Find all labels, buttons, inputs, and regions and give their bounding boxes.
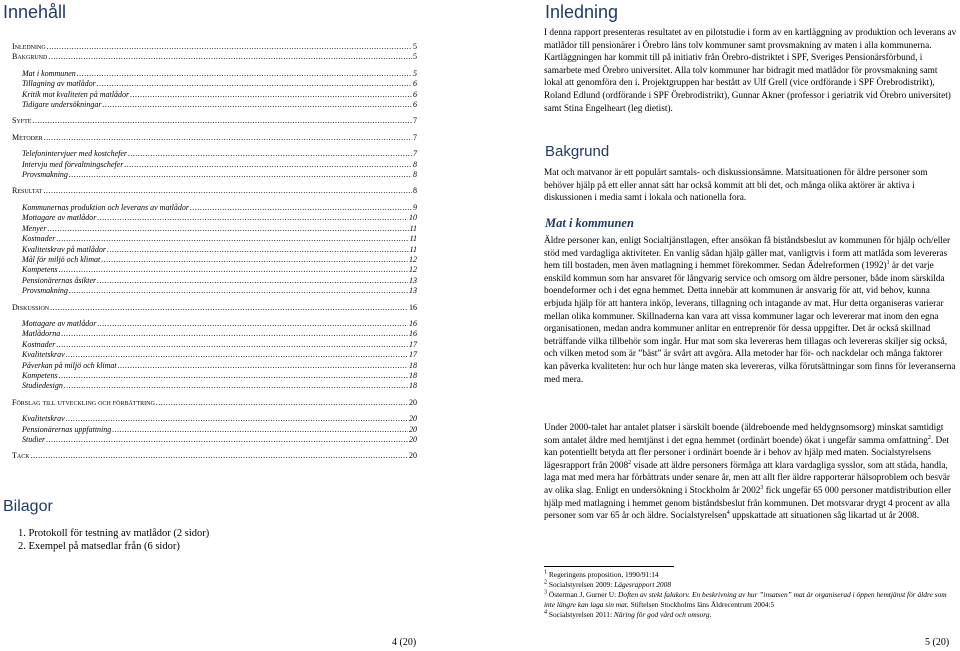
toc-entry[interactable] xyxy=(12,42,417,52)
toc-entry[interactable] xyxy=(12,350,417,360)
toc-entry[interactable] xyxy=(12,361,417,371)
toc-entry-page: 7 xyxy=(413,149,417,159)
footnote-ref: 4 xyxy=(726,510,730,517)
toc-entry-label: Tillagning av matlådor xyxy=(22,79,96,89)
development-paragraph: Under 2000-talet har antalet platser i särskilt boende (äldreboende med heldygnsomsorg) minskat samtidigt som antalet äldre med hemtjänst i det egna hemmet (ordinärt boende) ökat i ungefär samma omfattning$^2$. Det kan potentiellt betyda att fler personer i ordinärt boende är i behov av hjälp med maten. Socialstyrelsens lägesrapport från 2008$^2$ visade att äldre personers förmåga att klara vardagliga sysslor, som att städa, handla, laga mat med mera har förbättrats under senare år, men att allt fler äldre rapporterar hälsoproblem och besvär av olika slag. Enligt en undersökning i Stockholm år 2002$^3$ fick ungefär 65 000 personer matdistribution eller hjälp med matlagning i hemmet genom biståndsbeslut från kommunen. Det motsvarar drygt 4 procent av alla personer som var 65 år och äldre. Socialstyrelsen$^4$ uppskattade att situationen såg likartad ut år 2008. xyxy=(544,423,952,522)
toc-entry[interactable] xyxy=(12,203,417,213)
toc-entry-label: Studiedesign xyxy=(22,381,63,391)
toc-entry-label: Påverkan på miljö och klimat xyxy=(22,360,117,370)
toc-entry-label: Matlådorna xyxy=(22,329,61,339)
left-page xyxy=(0,0,470,651)
toc-entry[interactable] xyxy=(12,234,417,244)
toc-leader-dots xyxy=(130,90,412,100)
toc-leader-dots xyxy=(48,52,412,62)
toc-entry-label: Kostnader xyxy=(22,339,56,349)
toc-leader-dots xyxy=(101,255,408,265)
toc-leader-dots xyxy=(124,160,412,170)
toc-entry-label: Diskussion xyxy=(12,302,50,312)
footnote-title: Doften av stekt falukorv. En beskrivning av hur ”insatsen” mat är organiserad i öppen hemtjänst för äldre som inte längre kan laga sin mat. xyxy=(544,590,947,609)
footnote-text: Socialstyrelsen 2009: xyxy=(548,580,615,589)
toc-entry-page: 18 xyxy=(409,370,417,380)
toc-entry[interactable] xyxy=(12,116,417,126)
footnote-number: 2 xyxy=(544,579,547,586)
toc-entry-page: 9 xyxy=(413,202,417,212)
toc-leader-dots xyxy=(46,435,408,445)
toc-entry-page: 7 xyxy=(413,116,417,126)
toc-entry-page: 11 xyxy=(409,234,417,244)
toc-entry-page: 18 xyxy=(409,381,417,391)
toc-leader-dots xyxy=(64,381,408,391)
toc-entry-label: Provsmakning xyxy=(22,170,68,180)
toc-entry-label: Kompetens xyxy=(22,265,58,275)
toc-entry-page: 10 xyxy=(409,213,417,223)
toc-entry[interactable] xyxy=(12,381,417,391)
toc-leader-dots xyxy=(97,79,412,89)
toc-entry-label: Bakgrund xyxy=(12,52,48,62)
toc-entry-label: Förslag till utveckling och förbättring xyxy=(12,397,155,407)
toc-entry-page: 11 xyxy=(409,223,417,233)
toc-entry[interactable] xyxy=(12,90,417,100)
footnote xyxy=(544,580,958,590)
toc-leader-dots xyxy=(128,149,412,159)
toc-entry[interactable] xyxy=(12,435,417,445)
footnote-text: Österman J, Gurner U: xyxy=(548,590,619,599)
toc-entry-label: Kommunernas produktion och leverans av matlådor xyxy=(22,202,190,212)
toc-leader-dots xyxy=(56,234,408,244)
footnote-text: Regeringens proposition, 1990/91:14 xyxy=(548,570,659,579)
toc-entry[interactable] xyxy=(12,340,417,350)
toc-entry[interactable] xyxy=(12,276,417,286)
toc-entry-page: 5 xyxy=(413,42,417,51)
appendix-item: 1. Protokoll för testning av matlådor (2 sidor) xyxy=(18,528,210,539)
toc-entry-page: 8 xyxy=(413,186,417,196)
toc-entry-page: 12 xyxy=(409,254,417,264)
toc-entry-label: Tidigare undersökningar xyxy=(22,100,102,110)
toc-entry-page: 20 xyxy=(409,451,417,461)
footnote xyxy=(544,570,958,580)
toc-leader-dots xyxy=(69,286,408,296)
toc-leader-dots xyxy=(118,361,408,371)
footnote-text: Socialstyrelsen 2011: xyxy=(548,610,614,619)
toc-entry-label: Kompetens xyxy=(22,370,58,380)
toc-entry-label: Syfte xyxy=(12,116,32,126)
toc-entry[interactable] xyxy=(12,414,417,424)
toc-leader-dots xyxy=(44,133,412,143)
toc-entry[interactable] xyxy=(12,69,417,79)
toc-leader-dots xyxy=(107,245,409,255)
footnotes xyxy=(544,570,958,620)
footnote-number: 1 xyxy=(544,569,547,576)
toc-entry[interactable] xyxy=(12,186,417,196)
toc-entry-page: 12 xyxy=(409,265,417,275)
toc-entry-page: 8 xyxy=(413,159,417,169)
footnote-number: 4 xyxy=(544,609,547,616)
toc-leader-dots xyxy=(66,350,408,360)
toc-entry-page: 20 xyxy=(409,397,417,407)
toc-entry-page: 8 xyxy=(413,170,417,180)
toc-leader-dots xyxy=(43,186,412,196)
toc-entry-label: Kritik mot kvaliteten på matlådor xyxy=(22,89,130,99)
toc-entry-page: 16 xyxy=(409,318,417,328)
toc-entry-page: 17 xyxy=(409,339,417,349)
toc-entry-label: Kvalitetskrav på matlådor xyxy=(22,244,106,254)
page-number-right: 5 (20) xyxy=(925,637,950,648)
footnote-ref: 3 xyxy=(760,484,764,491)
toc-entry[interactable] xyxy=(12,213,417,223)
toc-entry-page: 5 xyxy=(413,68,417,78)
toc-entry-label: Kvalitetskrav xyxy=(22,350,65,360)
toc-leader-dots xyxy=(69,170,412,180)
toc-entry[interactable] xyxy=(12,303,417,313)
toc-entry-label: Studier xyxy=(22,435,46,444)
intro-heading: Inledning xyxy=(545,2,619,22)
toc-entry[interactable] xyxy=(12,319,417,329)
toc-entry-page: 6 xyxy=(413,89,417,99)
toc-entry[interactable] xyxy=(12,100,417,110)
toc-leader-dots xyxy=(102,100,412,110)
right-page xyxy=(490,0,960,651)
toc-entry-label: Provsmakning xyxy=(22,286,68,296)
footnote xyxy=(544,590,958,610)
toc-entry-page: 13 xyxy=(409,286,417,296)
toc-entry-label: Telefonintervjuer med kostchefer xyxy=(22,149,128,159)
toc-entry-page: 13 xyxy=(409,275,417,285)
page-number-left: 4 (20) xyxy=(392,637,417,648)
toc-entry[interactable] xyxy=(12,170,417,180)
toc-entry-page: 20 xyxy=(409,424,417,434)
toc-entry-label: Mat i kommunen xyxy=(22,68,76,78)
toc-entry-label: Pensionärernas åsikter xyxy=(22,275,97,285)
toc-entry[interactable] xyxy=(12,371,417,381)
background-heading: Bakgrund xyxy=(545,143,610,160)
footnote-divider xyxy=(544,566,674,567)
footnote-ref: 1 xyxy=(886,260,890,267)
toc-entry-label: Menyer xyxy=(22,223,47,233)
toc-entry-page: 18 xyxy=(409,360,417,370)
toc-leader-dots xyxy=(59,265,408,275)
toc-entry-label: Kvalitetskrav xyxy=(22,414,65,424)
toc-leader-dots xyxy=(32,116,412,126)
toc-leader-dots xyxy=(56,340,408,350)
toc-entry-page: 16 xyxy=(409,302,417,312)
toc-leader-dots xyxy=(47,42,412,52)
toc-entry-label: Mottagare av matlådor xyxy=(22,318,97,328)
appendices-list xyxy=(18,527,209,553)
toc-entry-label: Pensionärernas uppfattning xyxy=(22,424,112,434)
toc-leader-dots xyxy=(59,371,408,381)
footnote xyxy=(544,610,958,620)
toc-entry-label: Resultat xyxy=(12,186,43,196)
appendices-title: Bilagor xyxy=(3,498,53,515)
toc-entry-label: Mottagare av matlådor xyxy=(22,213,97,223)
toc-leader-dots xyxy=(97,319,408,329)
toc-entry[interactable] xyxy=(12,255,417,265)
subsection-heading: Mat i kommunen xyxy=(545,216,634,230)
toc-leader-dots xyxy=(61,329,408,339)
background-paragraph: Mat och matvanor är ett populärt samtals- och diskussionsämne. Matsituationen för äldre personer som behöver hjälp på ett eller annat sätt har också kommit att bli det, och många olika aktörer är aktiva i diskussionen i media samt i lokala och nationella fora. xyxy=(544,168,928,204)
toc-entry[interactable] xyxy=(12,149,417,159)
footnote-tail: Stiftelsen Stockholms läns Äldrecentrum 2004:5 xyxy=(628,600,775,609)
toc-entry-page: 6 xyxy=(413,79,417,89)
toc-entry-page: 17 xyxy=(409,350,417,360)
toc-leader-dots xyxy=(97,276,408,286)
toc-entry-page: 6 xyxy=(413,100,417,110)
toc-entry[interactable] xyxy=(12,265,417,275)
mat-paragraph: Äldre personer kan, enligt Socialtjänstlagen, efter ansökan få biståndsbeslut av kommunen för hjälp och/eller stöd med vardagliga aktiviteter. En vanlig sådan hjälp gäller mat, vanligtvis i form att matlåda som levereras hem till bostaden, men även matlagning i hemmet förekommer. Sedan Ädelreformen $(1992)^1$ är det varje enskild kommun som har ansvaret för långvarig service och omsorg om äldre personer, både inom särskilda boendeformer och i det egna hemmet. Detta innebär att kommunen är ansvarig för att, vid behov, kunna erbjuda hjälp för att hantera inköp, leverans, tillagning och intagande av mat. Hur detta organiseras varierar mellan olika kommuner. Skillnaderna kan vara att vissa kommuner lagar och levererar mat inom den egna organisationen, medan andra kommuner anlitar en entreprenör för dessa uppgifter. Det är också skillnad beträffande vilka tillbehör som ingår. Hur mat som ska levereras hem tillagas och levereras skiljer sig också, och vilken metod som är ”bäst” är svårt att avgöra. Alla metoder har för- och nackdelar och många faktorer kan påverka kvaliteten: hur och hur länge maten ska levereras, vilka förutsättningar som finns för leveranserna med mera. xyxy=(544,236,956,385)
toc-entry[interactable] xyxy=(12,286,417,296)
toc-entry-page: 20 xyxy=(409,414,417,424)
toc-leader-dots xyxy=(50,303,408,313)
toc-entry[interactable] xyxy=(12,451,417,461)
toc-entry-page: 11 xyxy=(409,244,417,254)
toc-entry[interactable] xyxy=(12,224,417,234)
appendix-item: 2. Exempel på matsedlar från (6 sidor) xyxy=(18,541,180,552)
toc-leader-dots xyxy=(66,414,408,424)
toc-leader-dots xyxy=(112,425,408,435)
toc-entry-label: Tack xyxy=(12,451,30,461)
toc-entry-page: 20 xyxy=(409,435,417,444)
toc-entry[interactable] xyxy=(12,425,417,435)
toc-entry[interactable] xyxy=(12,79,417,89)
footnote-ref: 2 xyxy=(927,434,931,441)
intro-paragraph: I denna rapport presenteras resultatet av en pilotstudie i form av en kartläggning av produktion och leverans av matlådor till pensionärer i Örebro läns tolv kommuner samt provsmakning av maten i alla kommunerna. Kartläggningen har kommit till på initiativ från Örebro-distriktet i SPF, Sveriges Pensionärsförbund, i samarbete med Örebro universitet. Alla tolv kommuner har bidragit med matlådor för provsmakning samt lokal att genomföra den i. Projektgruppen har bestått av Ulf Grell (vice ordförande i SPF Örebrodistrikt), Roland Edlund (ordförande i SPF Örebrodistrikt), Gunnar Akner (professor i geriatrik vid Örebro universitet) samt Stina Engelheart (leg dietist). xyxy=(544,28,957,114)
footnote-ref: 2 xyxy=(628,459,632,466)
toc-entry-page: 16 xyxy=(409,329,417,339)
toc-title: Innehåll xyxy=(3,2,67,22)
toc-entry[interactable] xyxy=(12,133,417,143)
footnote-title: Näring för god vård och omsorg. xyxy=(613,610,712,619)
toc-entry-label: Mål för miljö och klimat xyxy=(22,254,101,264)
toc-entry[interactable] xyxy=(12,245,417,255)
toc-leader-dots xyxy=(190,203,412,213)
toc-entry-label: Inledning xyxy=(12,42,46,51)
table-of-contents xyxy=(12,42,417,462)
toc-leader-dots xyxy=(97,213,408,223)
toc-leader-dots xyxy=(31,451,408,461)
toc-entry[interactable] xyxy=(12,398,417,408)
toc-leader-dots xyxy=(47,224,408,234)
toc-entry-page: 7 xyxy=(413,132,417,142)
footnote-number: 3 xyxy=(544,589,547,596)
toc-entry-label: Intervju med förvaltningschefer xyxy=(22,159,124,169)
toc-entry[interactable] xyxy=(12,160,417,170)
toc-entry-label: Kostnader xyxy=(22,234,56,244)
toc-entry[interactable] xyxy=(12,52,417,62)
toc-leader-dots xyxy=(77,69,412,79)
toc-leader-dots xyxy=(156,398,408,408)
footnote-title: Lägesrapport 2008 xyxy=(614,580,672,589)
toc-entry[interactable] xyxy=(12,329,417,339)
toc-entry-label: Metoder xyxy=(12,132,43,142)
toc-entry-page: 5 xyxy=(413,52,417,62)
